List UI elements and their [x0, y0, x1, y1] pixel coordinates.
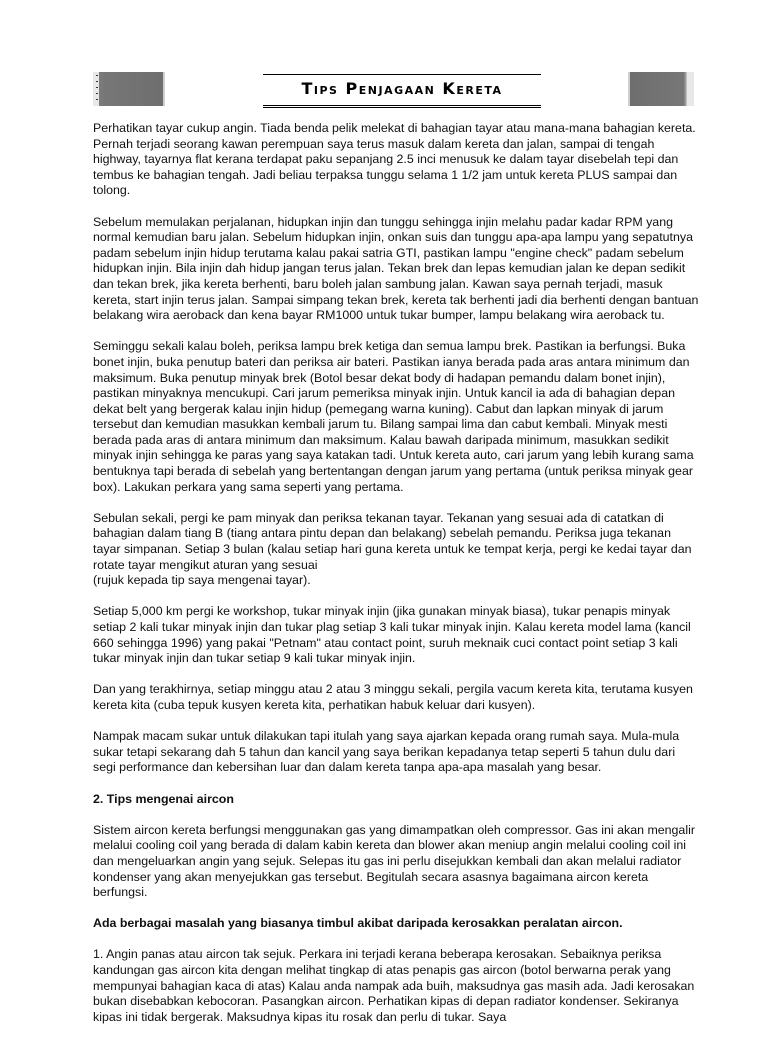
paragraph: Sebulan sekali, pergi ke pam minyak dan periksa tekanan tayar. Tekanan yang sesuai ada di catatkan di bahagian dalam tiang B (tiang antara pintu depan dan belakang) sebelah pemandu. Periksa juga tekanan tayar simpanan. Setiap 3 bulan (kalau setiap hari guna kereta untuk ke tempat kerja, pergi ke kedai tayar dan rotate tayar mengikut aturan yang sesuai (rujuk kepada tip saya mengenai tayar). — [93, 510, 692, 588]
title-frame — [263, 74, 541, 108]
article-body — [93, 121, 699, 1041]
subheading: Ada berbagai masalah yang biasanya timbul akibat daripada kerosakkan peralatan aircon. — [93, 916, 623, 931]
title-banner — [93, 72, 694, 106]
decorative-dots — [96, 75, 98, 103]
page-title: Tips Penjagaan Kereta — [301, 79, 503, 98]
paragraph: Sistem aircon kereta berfungsi menggunakan gas yang dimampatkan oleh compressor. Gas ini akan mengalir melalui cooling coil yang berada di dalam kabin kereta dan blower akan meniup angin melalui cooling coil ini dan mengeluarkan angin yang sejuk. Selepas itu gas ini perlu disejukkan kembali dan akan melalui radiator kondenser yang akan menyejukkan gas tersebut. Begitulah secara asasnya bagaimana aircon kereta berfungsi. — [93, 822, 695, 900]
paragraph: Nampak macam sukar untuk dilakukan tapi itulah yang saya ajarkan kepada orang rumah saya. Mula-mula sukar tetapi sekarang dah 5 tahun dan kancil yang saya berikan kepadanya tetap seperti 5 tahun dulu dari segi performance dan kebersihan luar dan dalam kereta tanpa apa-apa masalah yang besar. — [93, 729, 680, 775]
section-heading: 2. Tips mengenai aircon — [93, 791, 234, 806]
decorative-block-right — [628, 72, 694, 106]
paragraph: Sebelum memulakan perjalanan, hidupkan injin dan tunggu sehingga injin melahu padar kadar RPM yang normal kemudian baru jalan. Sebelum hidupkan injin, onkan suis dan tunggu apa-apa lampu yang sepatutnya padam sebelum injin hidup terutama kalau pakai satria GTI, pastikan lampu "engine check" padam sebelum hidupkan injin. Bila injin dah hidup jangan terus jalan. Tekan brek dan lepas kemudian jalan ke depan sedikit dan tekan brek, jika kereta berhenti, baru boleh jalan sambung jalan. Kawan saya pernah terjadi, masuk kereta, start injin terus jalan. Sampai simpang tekan brek, kereta tak berhenti jadi dia berhenti dengan bantuan belakang wira aeroback dan kena bayar RM1000 untuk tukar bumper, lampu belakang wira aeroback tu. — [93, 214, 699, 323]
paragraph: Seminggu sekali kalau boleh, periksa lampu brek ketiga dan semua lampu brek. Pastikan ia berfungsi. Buka bonet injin, buka penutup bateri dan periksa air bateri. Pastikan ianya berada pada aras antara minimum dan maksimum. Buka penutup minyak brek (Botol besar dekat body di hadapan pemandu dalam bonet injin), pastikan minyaknya mencukupi. Cari jarum pemeriksa minyak injin. Untuk kancil ia ada di bahagian depan dekat belt yang bergerak kalau injin hidup (pemegang warna kuning). Cabut dan lapkan minyak di jarum tersebut dan kemudian masukkan kembali jarum tu. Bilang sampai lima dan cabut kembali. Minyak mesti berada pada aras di antara minimum dan maksimum. Kalau bawah daripada minimum, masukkan sedikit minyak injin sehingga ke paras yang saya katakan tadi. Untuk kereta auto, cari jarum yang lebih kurang sama bentuknya tapi berada di sebelah yang bertentangan dengan jarum yang pertama (untuk periksa minyak gear box). Lakukan perkara yang sama seperti yang pertama. — [93, 339, 694, 494]
paragraph: Perhatikan tayar cukup angin. Tiada benda pelik melekat di bahagian tayar atau mana-mana bahagian kereta. Pernah terjadi seorang kawan perempuan saya terus masuk dalam kereta dan jalan, sampai di tengah highway, tayarnya flat kerana terdapat paku sepanjang 2.5 inci menusuk ke dalam tayar disebelah tepi dan tembus ke bahagian tengah. Jadi beliau terpaksa tunggu selama 1 1/2 jam untuk kereta PLUS sampai dan tolong. — [93, 121, 696, 198]
paragraph: 1. Angin panas atau aircon tak sejuk. Perkara ini terjadi kerana beberapa kerosakan. Sebaiknya periksa kandungan gas aircon kita dengan melihat tingkap di atas penapis gas aircon (botol berwarna perak yang mempunyai bahagian kaca di atas) Kalau anda nampak ada buih, maksudnya gas masih ada. Jadi kerosakan bukan disebabkan kebocoran. Pasangkan aircon. Perhatikan kipas di depan radiator kondenser. Sekiranya kipas ini tidak bergerak. Maksudnya kipas itu rosak dan perlu di tukar. Saya — [93, 947, 695, 1024]
paragraph: Setiap 5,000 km pergi ke workshop, tukar minyak injin (jika gunakan minyak biasa), tukar penapis minyak setiap 2 kali tukar minyak injin dan tukar plag setiap 3 kali tukar minyak injin. Kalau kereta model lama (kancil 660 sehingga 1996) yang pakai "Petnam" atau contact point, suruh meknaik cuci contact point setiap 3 kali tukar minyak injin dan tukar setiap 9 kali tukar minyak injin. — [93, 604, 691, 666]
decorative-block-left — [93, 72, 165, 106]
paragraph: Dan yang terakhirnya, setiap minggu atau 2 atau 3 minggu sekali, pergila vacum kereta kita, terutama kusyen kereta kita (cuba tepuk kusyen kereta kita, perhatikan habuk keluar dari kusyen). — [93, 682, 693, 712]
